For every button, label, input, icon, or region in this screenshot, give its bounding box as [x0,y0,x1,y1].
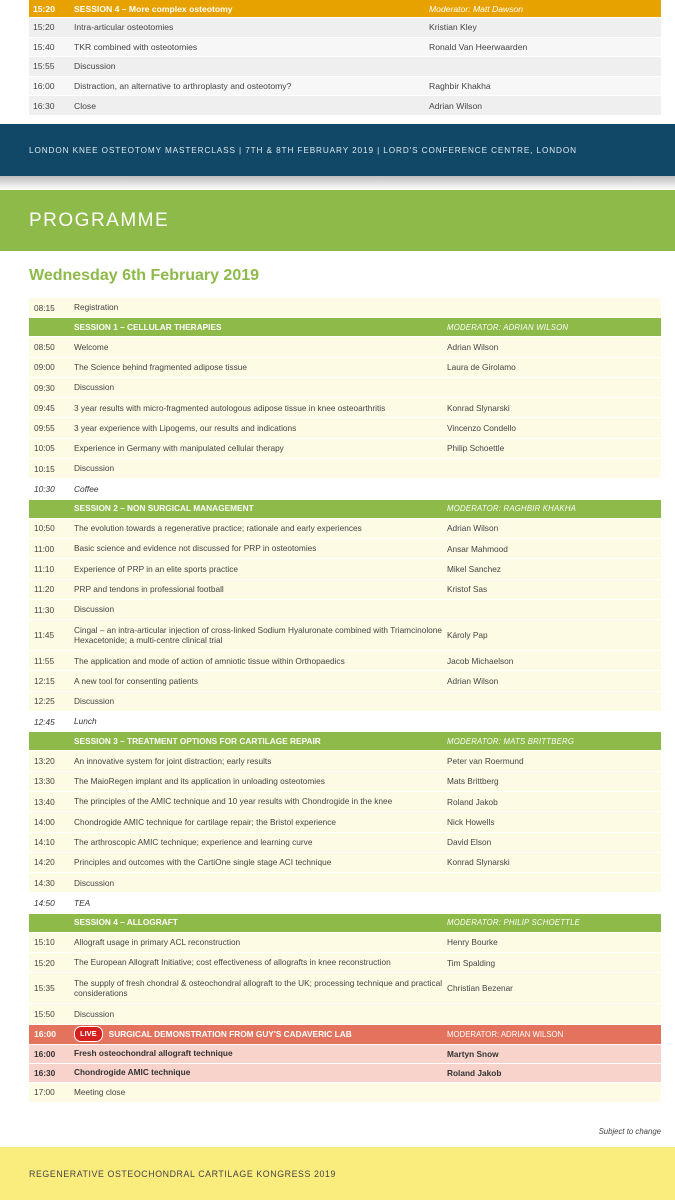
row-title: The MaioRegen implant and its application in unloading osteotomies [74,776,325,787]
table-row [29,953,661,973]
table-row [29,337,661,357]
table-row [29,378,661,398]
session-header-row [29,914,661,933]
row-speaker: Tim Spalding [447,957,496,968]
row-speaker: Adrian Wilson [447,341,499,352]
row-title: Discussion [74,1008,115,1019]
session-title: SURGICAL DEMONSTRATION FROM GUY'S CADAVERIC LAB [108,1028,352,1039]
row-time: 16:30 [33,100,55,111]
row-time: 16:00 [33,81,55,92]
session-header-row [29,732,661,751]
row-time: 13:30 [34,776,55,787]
row-speaker: Adrian Wilson [429,100,483,111]
row-speaker: Peter van Roermund [447,755,524,766]
row-speaker: Nick Howells [447,816,495,827]
session-title: SESSION 1 – CELLULAR THERAPIES [74,322,222,333]
session-title: SESSION 2 – NON SURGICAL MANAGEMENT [74,503,254,514]
demo-row [29,1045,661,1064]
row-time: 11:20 [34,584,55,595]
table-row [29,833,661,853]
row-speaker: Vincenzo Condello [447,423,517,434]
row-speaker: Henry Bourke [447,937,498,948]
row-time: 15:50 [34,1008,55,1019]
row-title: The European Allograft Initiative; cost effectiveness of allografts in knee reconstruction [74,957,391,968]
row-title: Discussion [74,382,115,393]
session-header-row [29,500,661,519]
session-moderator: MODERATOR: PHILIP SCHOETTLE [447,918,581,928]
live-demo-header-row [29,1025,661,1045]
page-divider [0,176,675,190]
session-moderator: MODERATOR: ADRIAN WILSON [447,322,569,332]
programme-heading: PROGRAMME [29,209,170,231]
banner-text: LONDON KNEE OSTEOTOMY MASTERCLASS | 7TH & 8TH FEBRUARY 2019 | LORD'S CONFERENCE CENTRE, LONDON [29,145,577,155]
row-time: 11:10 [34,563,55,574]
table-row [29,358,661,378]
row-title: Basic science and evidence not discussed for PRP in osteotomies [74,543,317,554]
session-header-row [29,0,661,18]
row-time: 14:50 [34,898,55,909]
row-speaker: Philip Schoettle [447,443,505,454]
row-time: 16:00 [34,1029,56,1040]
row-speaker: Ansar Mahmood [447,543,508,554]
row-time: 12:25 [34,696,55,707]
row-title: Coffee [74,483,99,494]
row-speaker: Jacob Michaelson [447,655,514,666]
row-title: PRP and tendons in professional football [74,583,224,594]
row-title: The application and mode of action of amniotic tissue within Orthopaedics [74,655,345,666]
table-row [29,620,661,651]
table-row [29,539,661,559]
subject-to-change-note: Subject to change [598,1127,661,1136]
row-title: Cingal – an intra-articular injection of cross-linked Sodium Hyaluronate combined with Triamcinolone Hexacetonide; a multi-centre clinical trial [74,624,443,646]
table-row [29,459,661,479]
row-title: Discussion [74,877,115,888]
row-time: 15:10 [34,937,55,948]
table-row [29,418,661,438]
table-row [29,398,661,418]
row-title: 3 year experience with Lipogems, our results and indications [74,422,297,433]
table-row [29,751,661,771]
row-speaker: Károly Pap [447,630,488,641]
row-title: Fresh osteochondral allograft technique [74,1048,233,1059]
row-time: 14:00 [34,816,55,827]
row-title: TKR combined with osteotomies [74,41,198,52]
row-title: Discussion [74,696,115,707]
table-row [29,1083,661,1103]
table-row [29,812,661,832]
row-time: 11:00 [34,543,55,554]
session-title: SESSION 4 – ALLOGRAFT [74,917,178,928]
break-row [29,479,661,499]
footer-text: REGENERATIVE OSTEOCHONDRAL CARTILAGE KONGRESS 2019 [29,1168,337,1179]
row-title: Principles and outcomes with the CartiOne single stage ACI technique [74,857,332,868]
session-time: 15:20 [33,3,55,14]
row-time: 11:30 [34,604,55,615]
row-speaker: Laura de Girolamo [447,362,516,373]
row-title: Discussion [74,463,115,474]
row-speaker: Konrad Slynarski [447,857,510,868]
row-time: 15:20 [34,957,55,968]
live-badge: LIVE [74,1026,103,1043]
table-row [29,580,661,600]
table-row [29,298,661,318]
table-row [29,96,661,116]
row-title: The Science behind fragmented adipose tissue [74,361,247,372]
row-time: 11:55 [34,655,55,666]
row-time: 16:30 [34,1067,56,1078]
programme-heading-bar [0,190,675,251]
session-moderator: MODERATOR: MATS BRITTBERG [447,736,575,746]
row-title: Allograft usage in primary ACL reconstruction [74,937,241,948]
table-row [29,692,661,712]
row-time: 12:45 [34,716,55,727]
row-title: Welcome [74,341,109,352]
table-row [29,933,661,953]
row-title: Chondrogide AMIC technique for cartilage repair; the Bristol experience [74,816,336,827]
row-speaker: Raghbir Khakha [429,81,491,92]
table-row [29,600,661,620]
row-title: TEA [74,897,91,908]
row-time: 09:55 [34,423,55,434]
row-time: 13:40 [34,796,55,807]
row-title: The evolution towards a regenerative practice; rationale and early experiences [74,523,362,534]
row-title: The supply of fresh chondral & osteochondral allograft to the UK; processing technique and practical considerations [74,977,443,999]
row-title: Experience in Germany with manipulated cellular therapy [74,443,284,454]
row-title: Intra-articular osteotomies [74,22,174,33]
table-row [29,853,661,873]
row-speaker: Kristof Sas [447,584,488,595]
row-title: Lunch [74,716,97,727]
row-time: 17:00 [34,1087,55,1098]
row-time: 13:20 [34,755,55,766]
row-title: An innovative system for joint distraction; early results [74,755,272,766]
table-row [29,792,661,812]
event-banner [0,124,675,176]
row-time: 16:00 [34,1048,56,1059]
table-row [29,772,661,792]
programme-table [29,298,661,1103]
row-title: 3 year results with micro-fragmented autologous adipose tissue in knee osteoarthritis [74,402,386,413]
row-title: Close [74,100,96,111]
session-moderator: Moderator: Matt Dawson [429,3,524,14]
row-time: 14:30 [34,877,55,888]
row-speaker: Roland Jakob [447,1067,502,1078]
row-time: 10:50 [34,523,55,534]
table-row [29,873,661,893]
row-time: 15:55 [33,61,55,72]
session-title: SESSION 4 – More complex osteotomy [74,3,233,14]
break-row [29,893,661,913]
row-title: The arthroscopic AMIC technique; experience and learning curve [74,836,313,847]
table-row [29,1004,661,1024]
row-title: Distraction, an alternative to arthroplasty and osteotomy? [74,81,292,92]
row-time: 14:20 [34,857,55,868]
previous-session-table [29,0,661,116]
row-time: 11:45 [34,630,55,641]
table-row [29,18,661,38]
row-time: 09:00 [34,362,55,373]
session-moderator: MODERATOR: RAGHBIR KHAKHA [447,504,577,514]
session-moderator: MODERATOR: ADRIAN WILSON [447,1029,564,1039]
row-time: 15:35 [34,983,55,994]
footer-banner [0,1147,675,1200]
table-row [29,651,661,671]
table-row [29,559,661,579]
row-title: The principles of the AMIC technique and 10 year results with Chondrogide in the knee [74,796,393,807]
row-speaker: Roland Jakob [447,796,498,807]
row-title: A new tool for consenting patients [74,675,199,686]
row-title: Registration [74,302,119,313]
row-time: 10:15 [34,463,55,474]
row-time: 10:05 [34,443,55,454]
row-speaker: Adrian Wilson [447,523,499,534]
row-speaker: David Elson [447,837,492,848]
row-speaker: Adrian Wilson [447,676,499,687]
row-title: Meeting close [74,1087,126,1097]
row-time: 08:15 [34,302,55,313]
row-title: Discussion [74,604,115,615]
row-time: 08:50 [34,341,55,352]
row-title: Experience of PRP in an elite sports practice [74,563,239,574]
session-title: SESSION 3 – TREATMENT OPTIONS FOR CARTILAGE REPAIR [74,736,321,747]
row-speaker: Mikel Sanchez [447,563,501,574]
demo-row [29,1064,661,1083]
row-speaker: Mats Brittberg [447,776,499,787]
row-title: Discussion [74,61,116,72]
row-speaker: Martyn Snow [447,1048,499,1059]
break-row [29,712,661,732]
table-row [29,519,661,539]
day-title: Wednesday 6th February 2019 [29,267,260,284]
row-speaker: Kristian Kley [429,22,477,33]
table-row [29,973,661,1004]
table-row [29,38,661,58]
row-time: 09:45 [34,402,55,413]
row-time: 09:30 [34,382,55,393]
session-header-row [29,318,661,337]
table-row [29,439,661,459]
row-time: 15:40 [33,41,55,52]
row-speaker: Konrad Slynarski [447,402,510,413]
table-row [29,57,661,77]
row-time: 10:30 [34,484,55,495]
row-time: 12:15 [34,676,55,687]
table-row [29,77,661,97]
row-speaker: Christian Bezenar [447,983,513,994]
table-row [29,671,661,691]
row-title: Chondrogide AMIC technique [74,1067,191,1078]
row-speaker: Ronald Van Heerwaarden [429,41,528,52]
row-time: 14:10 [34,837,55,848]
row-time: 15:20 [33,22,55,33]
